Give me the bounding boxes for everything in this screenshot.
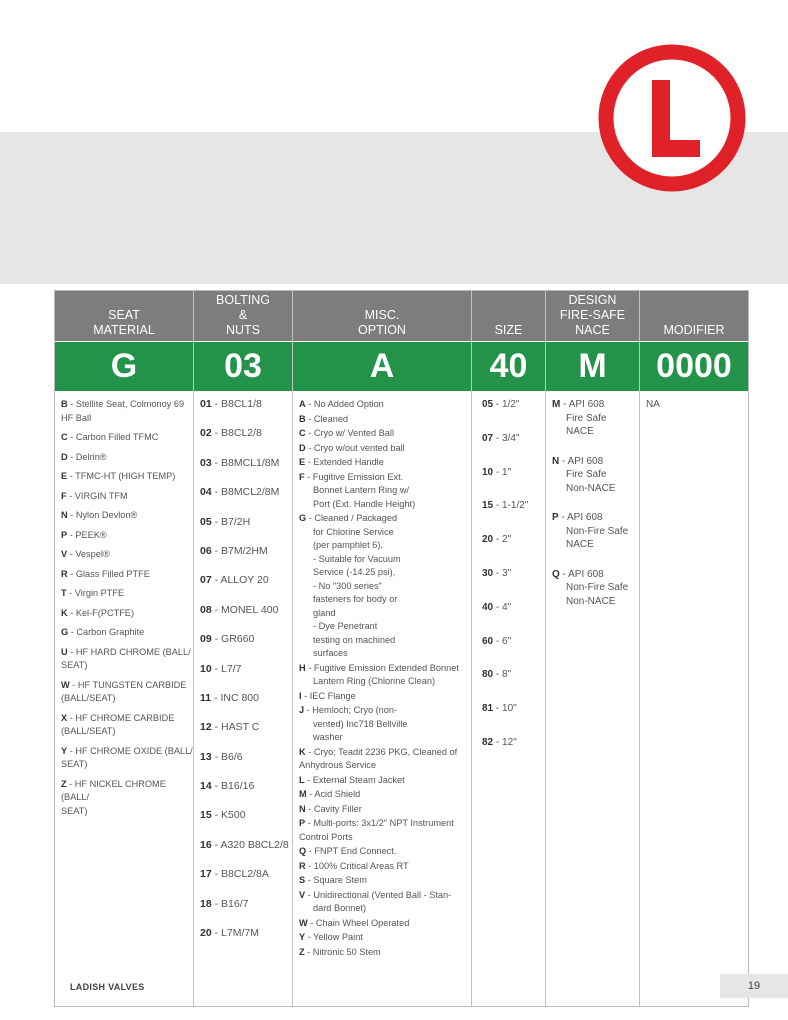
item-text: Fugitive Emission Ext. bbox=[312, 471, 404, 482]
item-code: E bbox=[61, 471, 68, 481]
misc-option-item: L - External Steam Jacket bbox=[299, 774, 405, 785]
item-code: 07 bbox=[200, 574, 212, 587]
item-code: E bbox=[299, 457, 306, 467]
item-code: Q bbox=[299, 846, 307, 856]
item-text: B16/16 bbox=[221, 780, 255, 793]
item-text: HAST C bbox=[221, 721, 260, 734]
size-item: 60 - 6" bbox=[482, 635, 512, 647]
item-text-cont: SEAT) bbox=[61, 660, 88, 670]
misc-option-column bbox=[293, 291, 472, 1006]
bolting-item: 05 - B7/2H bbox=[200, 515, 251, 528]
misc-option-item: J - Hemloch; Cryo (non- vented) Inc718 Bellville washer bbox=[299, 704, 471, 745]
item-text: Cryo w/ Vented Ball bbox=[313, 428, 394, 438]
item-text: A320 B8CL2/8 bbox=[220, 838, 289, 851]
item-code: 18 bbox=[200, 897, 212, 910]
item-code: J bbox=[299, 705, 305, 715]
item-text: API 608 bbox=[568, 399, 605, 410]
item-code: C bbox=[61, 432, 68, 442]
bolting-nuts-column bbox=[194, 291, 293, 1006]
item-text-indent: Fire Safe bbox=[566, 412, 607, 424]
item-code: I bbox=[299, 690, 302, 701]
misc-option-item: I - IEC Flange bbox=[299, 690, 356, 701]
item-text: HF CHROME OXIDE (BALL/ bbox=[75, 745, 193, 756]
item-text: Cavity Filler bbox=[313, 803, 362, 814]
bolting-item: 15 - K500 bbox=[200, 809, 246, 822]
item-code: 60 bbox=[482, 635, 494, 647]
column-header: BOLTING & NUTS bbox=[194, 291, 292, 341]
item-code: P bbox=[61, 529, 68, 540]
item-text-indent: dard Bonnet) bbox=[313, 903, 367, 913]
item-text: PEEK® bbox=[75, 529, 107, 540]
bolting-item: 20 - L7M/7M bbox=[200, 927, 259, 940]
design-column bbox=[546, 291, 640, 1006]
item-code: 20 bbox=[482, 534, 494, 546]
misc-option-item: B - Cleaned bbox=[299, 413, 349, 424]
item-text: INC 800 bbox=[220, 691, 259, 704]
column-header: MODIFIER bbox=[640, 291, 748, 341]
seat-material-item: V - Vespel® bbox=[61, 549, 110, 559]
item-text-indent: vented) Inc718 Bellville bbox=[313, 718, 408, 729]
item-code: K bbox=[61, 607, 68, 618]
misc-option-item: P - Multi-ports: 3x1/2" NPT Instrument Control Ports bbox=[299, 818, 454, 842]
item-text: 4" bbox=[502, 601, 512, 613]
bolting-item: 17 - B8CL2/8A bbox=[200, 868, 269, 881]
item-text: Nitronic 50 Stem bbox=[312, 946, 381, 957]
size-item: 40 - 4" bbox=[482, 601, 512, 613]
item-code: 80 bbox=[482, 669, 494, 681]
size-item: 30 - 3" bbox=[482, 567, 512, 579]
item-text: 3/4" bbox=[502, 432, 520, 444]
item-text: Square Stem bbox=[313, 875, 367, 885]
item-text-indent: Fire Safe bbox=[566, 469, 607, 480]
item-text: 1-1/2" bbox=[502, 500, 529, 512]
item-code: G bbox=[61, 627, 69, 637]
item-code: S bbox=[299, 875, 306, 885]
item-text: B16/7 bbox=[221, 897, 249, 910]
seat-material-item: Y - HF CHROME OXIDE (BALL/ SEAT) bbox=[61, 745, 193, 769]
item-text: Glass Filled PTFE bbox=[75, 568, 150, 579]
item-text: Virgin PTFE bbox=[74, 588, 125, 598]
item-text: Cleaned / Packaged bbox=[314, 513, 398, 523]
column-header: DESIGN FIRE-SAFE NACE bbox=[546, 291, 639, 341]
item-code: 14 bbox=[200, 780, 212, 793]
item-text: API 608 bbox=[568, 568, 604, 580]
item-text: No Added Option bbox=[313, 399, 384, 409]
misc-option-list bbox=[293, 391, 471, 959]
misc-option-item: F - Fugitive Emission Ext. Bonnet Lantern Ring w/ Port (Ext. Handle Height) bbox=[299, 471, 471, 512]
seat-material-item: D - Delrin® bbox=[61, 451, 107, 462]
item-text-indent: Non-Fire Safe bbox=[566, 525, 629, 537]
column-code: A bbox=[293, 341, 471, 391]
item-text-indent: NACE bbox=[566, 426, 594, 437]
item-text: Carbon Filled TFMC bbox=[75, 432, 159, 442]
ladish-logo-icon bbox=[598, 44, 746, 192]
misc-option-item: C - Cryo w/ Vented Ball bbox=[299, 428, 394, 438]
misc-option-item: W - Chain Wheel Operated bbox=[299, 917, 410, 928]
item-code: L bbox=[299, 774, 305, 785]
size-column bbox=[472, 291, 546, 1006]
item-code: N bbox=[552, 455, 560, 467]
design-item: N - API 608 Fire Safe Non-NACE bbox=[552, 455, 639, 496]
item-code: D bbox=[61, 451, 68, 462]
item-code: Z bbox=[299, 946, 305, 957]
item-code: T bbox=[61, 588, 67, 598]
item-code: V bbox=[61, 549, 68, 559]
item-code: 10 bbox=[482, 466, 494, 478]
misc-option-item: N - Cavity Filler bbox=[299, 803, 362, 814]
size-item: 82 - 12" bbox=[482, 736, 517, 748]
seat-material-item: G - Carbon Graphite bbox=[61, 627, 145, 637]
bolting-item: 07 - ALLOY 20 bbox=[200, 574, 269, 587]
item-code: 20 bbox=[200, 927, 212, 940]
bolting-item: 01 - B8CL1/8 bbox=[200, 398, 262, 410]
item-text: Stellite Seat, Colmonoy 69 bbox=[75, 399, 185, 409]
seat-material-item: B - Stellite Seat, Colmonoy 69 HF Ball bbox=[61, 399, 185, 423]
item-text: External Steam Jacket bbox=[312, 774, 405, 785]
seat-material-item: Z - HF NICKEL CHROME (BALL/ SEAT) bbox=[61, 778, 166, 816]
item-text-cont: Control Ports bbox=[299, 831, 353, 842]
item-text: L7M/7M bbox=[221, 927, 259, 940]
bolting-item: 02 - B8CL2/8 bbox=[200, 427, 262, 440]
item-text: VIRGIN TFM bbox=[74, 490, 128, 501]
item-text-indent: Non-NACE bbox=[566, 595, 616, 607]
item-code: Y bbox=[299, 932, 306, 942]
item-code: A bbox=[299, 399, 306, 409]
size-item: 20 - 2" bbox=[482, 534, 512, 546]
misc-option-item: G - Cleaned / Packaged for Chlorine Service (per pamphlet 6), - Suitable for Vacuum Service (-14.25 psi), - No "300 series" fasteners for body or gland - Dye Penetrant testing on machined surfaces bbox=[299, 512, 471, 661]
seat-material-item: C - Carbon Filled TFMC bbox=[61, 432, 159, 442]
page-number: 19 bbox=[720, 974, 788, 998]
item-code: N bbox=[61, 510, 68, 520]
item-code: 09 bbox=[200, 633, 212, 646]
item-text-cont: Anhydrous Service bbox=[299, 760, 377, 770]
item-code: C bbox=[299, 428, 306, 438]
item-code: 04 bbox=[200, 486, 212, 499]
seat-material-item: F - VIRGIN TFM bbox=[61, 490, 128, 501]
bolting-item: 12 - HAST C bbox=[200, 721, 260, 734]
item-text-indent: for Chlorine Service bbox=[313, 526, 394, 537]
misc-option-item: Z - Nitronic 50 Stem bbox=[299, 946, 381, 957]
item-text: K500 bbox=[221, 809, 246, 822]
item-text: B8CL1/8 bbox=[221, 398, 262, 410]
item-text-indent: surfaces bbox=[313, 648, 348, 658]
item-text: Carbon Graphite bbox=[76, 627, 145, 637]
item-text: ALLOY 20 bbox=[220, 574, 269, 587]
item-code: 07 bbox=[482, 432, 494, 444]
misc-option-item: H - Fugitive Emission Extended Bonnet Lantern Ring (Chlorine Clean) bbox=[299, 662, 471, 689]
item-code: 13 bbox=[200, 750, 212, 763]
item-text: Multi-ports: 3x1/2" NPT Instrument bbox=[313, 818, 454, 828]
item-code: M bbox=[552, 399, 561, 410]
item-text: HF CHROME CARBIDE bbox=[75, 712, 175, 723]
item-code: 10 bbox=[200, 662, 212, 675]
item-code: G bbox=[299, 513, 307, 523]
modifier-column bbox=[640, 291, 748, 1006]
item-code: D bbox=[299, 442, 306, 453]
misc-option-item: V - Unidirectional (Vented Ball - Stan- dard Bonnet) bbox=[299, 889, 471, 916]
footer-brand: LADISH VALVES bbox=[70, 982, 145, 992]
item-code: 15 bbox=[482, 500, 494, 512]
item-text-cont: (BALL/SEAT) bbox=[61, 693, 116, 703]
item-text-indent: Port (Ext. Handle Height) bbox=[313, 498, 416, 509]
item-code: M bbox=[299, 789, 307, 799]
misc-option-item: E - Extended Handle bbox=[299, 457, 384, 467]
size-item: 80 - 8" bbox=[482, 669, 512, 681]
misc-option-item: S - Square Stem bbox=[299, 875, 367, 885]
item-code: 17 bbox=[200, 868, 212, 881]
item-text: HF TUNGSTEN CARBIDE bbox=[77, 679, 187, 690]
item-text-indent: - Dye Penetrant bbox=[313, 621, 378, 631]
item-text: B8CL2/8 bbox=[221, 427, 262, 440]
item-text: 3" bbox=[502, 567, 512, 579]
modifier-value: NA bbox=[646, 399, 660, 410]
misc-option-item: A - No Added Option bbox=[299, 399, 384, 409]
item-code: Y bbox=[61, 745, 68, 756]
item-code: 16 bbox=[200, 838, 212, 851]
item-text: Chain Wheel Operated bbox=[315, 917, 410, 928]
item-code: R bbox=[299, 860, 306, 871]
item-code: W bbox=[299, 917, 308, 928]
item-text: L7/7 bbox=[221, 662, 242, 675]
bolting-item: 06 - B7M/2HM bbox=[200, 544, 268, 557]
item-text: Cryo w/out vented ball bbox=[313, 442, 405, 453]
seat-material-item: P - PEEK® bbox=[61, 529, 107, 540]
item-text-indent: Non-Fire Safe bbox=[566, 582, 629, 593]
item-text: TFMC-HT (HIGH TEMP) bbox=[75, 471, 176, 481]
seat-material-item: U - HF HARD CHROME (BALL/ SEAT) bbox=[61, 646, 191, 670]
item-text: Acid Shield bbox=[314, 789, 361, 799]
item-text: B8CL2/8A bbox=[221, 868, 269, 881]
size-item: 07 - 3/4" bbox=[482, 432, 520, 444]
item-text: API 608 bbox=[567, 512, 603, 523]
item-code: 05 bbox=[200, 515, 212, 528]
item-code: 06 bbox=[200, 544, 212, 557]
item-text: Nylon Devlon® bbox=[75, 510, 138, 520]
bolting-list bbox=[194, 391, 292, 941]
seat-material-column bbox=[55, 291, 194, 1006]
item-text-indent: washer bbox=[313, 732, 343, 742]
item-text-indent: testing on machined bbox=[313, 634, 396, 645]
seat-material-list bbox=[55, 391, 193, 818]
item-text-indent: Lantern Ring (Chlorine Clean) bbox=[313, 676, 436, 686]
item-text: B6/6 bbox=[221, 750, 243, 763]
design-item: P - API 608 Non-Fire Safe NACE bbox=[552, 511, 639, 552]
item-code: F bbox=[61, 490, 67, 501]
column-code: 03 bbox=[194, 341, 292, 391]
item-text: Cleaned bbox=[313, 413, 349, 424]
column-code: 0000 bbox=[640, 341, 748, 391]
item-text: Vespel® bbox=[75, 549, 110, 559]
item-code: 03 bbox=[200, 456, 212, 469]
seat-material-item: E - TFMC-HT (HIGH TEMP) bbox=[61, 471, 176, 481]
misc-option-item: R - 100% Critical Areas RT bbox=[299, 860, 409, 871]
item-text-cont: (BALL/SEAT) bbox=[61, 726, 116, 736]
item-code: 12 bbox=[200, 721, 212, 734]
misc-option-item: M - Acid Shield bbox=[299, 789, 361, 799]
item-code: B bbox=[299, 413, 306, 424]
item-text: 1" bbox=[502, 466, 512, 478]
item-text: 100% Critical Areas RT bbox=[313, 860, 409, 871]
item-text: Yellow Paint bbox=[313, 932, 363, 942]
item-text: Fugitive Emission Extended Bonnet bbox=[313, 662, 459, 673]
item-code: 11 bbox=[200, 691, 212, 704]
item-code: P bbox=[552, 512, 559, 523]
item-code: Q bbox=[552, 568, 560, 580]
bolting-item: 18 - B16/7 bbox=[200, 897, 249, 910]
bolting-item: 03 - B8MCL1/8M bbox=[200, 456, 280, 469]
size-item: 10 - 1" bbox=[482, 466, 512, 478]
item-code: P bbox=[299, 818, 306, 828]
item-text: 1/2" bbox=[502, 399, 520, 410]
item-code: 01 bbox=[200, 398, 212, 410]
item-text: Kel-F(PCTFE) bbox=[75, 607, 134, 618]
item-code: 02 bbox=[200, 427, 212, 440]
item-text: B7/2H bbox=[221, 515, 251, 528]
item-code: 40 bbox=[482, 601, 494, 613]
item-code: X bbox=[61, 712, 68, 723]
item-text: B7M/2HM bbox=[221, 544, 268, 557]
item-code: 82 bbox=[482, 736, 494, 748]
bolting-item: 13 - B6/6 bbox=[200, 750, 243, 763]
item-text: 2" bbox=[502, 534, 512, 546]
item-text: Delrin® bbox=[75, 451, 107, 462]
misc-option-item: D - Cryo w/out vented ball bbox=[299, 442, 405, 453]
item-code: U bbox=[61, 646, 68, 657]
bolting-item: 14 - B16/16 bbox=[200, 780, 255, 793]
item-text-indent: Service (-14.25 psi), bbox=[313, 567, 396, 577]
item-code: 30 bbox=[482, 567, 494, 579]
item-text: GR660 bbox=[221, 633, 255, 646]
seat-material-item: K - Kel-F(PCTFE) bbox=[61, 607, 134, 618]
item-code: 81 bbox=[482, 703, 494, 715]
item-text-indent: - Suitable for Vacuum bbox=[313, 553, 401, 564]
item-text: 12" bbox=[502, 736, 517, 748]
item-code: N bbox=[299, 803, 306, 814]
item-code: V bbox=[299, 889, 306, 900]
column-code: M bbox=[546, 341, 639, 391]
design-list bbox=[546, 391, 639, 608]
size-item: 81 - 10" bbox=[482, 703, 517, 715]
item-code: 05 bbox=[482, 399, 494, 410]
bolting-item: 04 - B8MCL2/8M bbox=[200, 486, 280, 499]
size-item: 05 - 1/2" bbox=[482, 399, 520, 410]
seat-material-item: R - Glass Filled PTFE bbox=[61, 568, 150, 579]
item-text: 10" bbox=[502, 703, 517, 715]
item-text: Cryo; Teadit 2236 PKG, Cleaned of bbox=[313, 746, 458, 757]
item-text-cont: HF Ball bbox=[61, 412, 92, 423]
item-text-indent: - No "300 series" bbox=[313, 580, 382, 591]
item-text-indent: fasteners for body or bbox=[313, 594, 398, 604]
item-text: API 608 bbox=[567, 455, 604, 467]
item-text: Unidirectional (Vented Ball - Stan- bbox=[313, 889, 452, 900]
column-code: 40 bbox=[472, 341, 545, 391]
item-text: Extended Handle bbox=[313, 457, 384, 467]
item-text: MONEL 400 bbox=[221, 603, 279, 616]
seat-material-item: W - HF TUNGSTEN CARBIDE (BALL/SEAT) bbox=[61, 679, 187, 703]
item-code: Z bbox=[61, 778, 67, 789]
bolting-item: 10 - L7/7 bbox=[200, 662, 242, 675]
item-code: 08 bbox=[200, 603, 212, 616]
item-text-indent: Bonnet Lantern Ring w/ bbox=[313, 485, 410, 495]
seat-material-item: T - Virgin PTFE bbox=[61, 588, 125, 598]
item-code: R bbox=[61, 568, 68, 579]
item-text: IEC Flange bbox=[309, 690, 356, 701]
item-text: FNPT End Connect. bbox=[314, 846, 397, 856]
bolting-item: 16 - A320 B8CL2/8 bbox=[200, 838, 289, 851]
item-text: Hemloch; Cryo (non- bbox=[312, 705, 398, 715]
size-item: 15 - 1-1/2" bbox=[482, 500, 529, 512]
column-header: MISC. OPTION bbox=[293, 291, 471, 341]
item-code: B bbox=[61, 399, 68, 409]
item-code: W bbox=[61, 679, 70, 690]
misc-option-item: Y - Yellow Paint bbox=[299, 932, 363, 942]
item-text-indent: gland bbox=[313, 607, 336, 618]
item-text-indent: (per pamphlet 6), bbox=[313, 540, 383, 550]
misc-option-item: Q - FNPT End Connect. bbox=[299, 846, 397, 856]
column-header: SEAT MATERIAL bbox=[55, 291, 193, 341]
item-text: B8MCL1/8M bbox=[221, 456, 280, 469]
seat-material-item: X - HF CHROME CARBIDE (BALL/SEAT) bbox=[61, 712, 175, 736]
size-list bbox=[472, 391, 545, 749]
bolting-item: 11 - INC 800 bbox=[200, 691, 259, 704]
item-text: B8MCL2/8M bbox=[221, 486, 280, 499]
bolting-item: 09 - GR660 bbox=[200, 633, 255, 646]
item-text: 8" bbox=[502, 669, 512, 681]
seat-material-item: N - Nylon Devlon® bbox=[61, 510, 138, 520]
design-item: M - API 608 Fire Safe NACE bbox=[552, 398, 639, 439]
item-text-cont: SEAT) bbox=[61, 759, 88, 769]
item-text-indent: NACE bbox=[566, 539, 594, 550]
bolting-item: 08 - MONEL 400 bbox=[200, 603, 279, 616]
design-item: Q - API 608 Non-Fire Safe Non-NACE bbox=[552, 568, 639, 609]
column-code: G bbox=[55, 341, 193, 391]
item-code: 15 bbox=[200, 809, 212, 822]
column-header: SIZE bbox=[472, 291, 545, 341]
item-code: H bbox=[299, 662, 306, 673]
ordering-code-table bbox=[54, 290, 749, 1007]
item-text: HF NICKEL CHROME (BALL/ bbox=[61, 778, 166, 802]
misc-option-item: K - Cryo; Teadit 2236 PKG, Cleaned of Anhydrous Service bbox=[299, 746, 458, 770]
item-code: K bbox=[299, 746, 306, 757]
item-text-cont: SEAT) bbox=[61, 805, 88, 816]
item-text: 6" bbox=[502, 635, 512, 647]
item-code: F bbox=[299, 471, 305, 482]
item-text-indent: Non-NACE bbox=[566, 482, 616, 494]
item-text: HF HARD CHROME (BALL/ bbox=[75, 646, 191, 657]
